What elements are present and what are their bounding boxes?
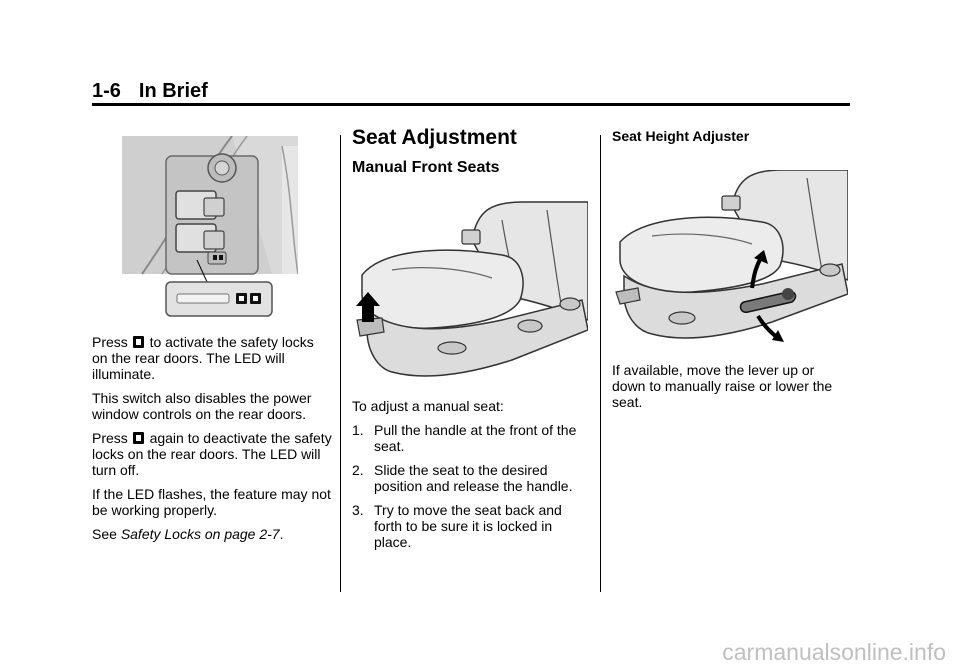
cross-reference-link[interactable]: Safety Locks on page 2-7 — [120, 526, 280, 542]
chapter-title: In Brief — [138, 80, 208, 102]
header-rule — [92, 103, 850, 106]
right-column-text: If available, move the lever up or down to manually raise or lower the seat. — [612, 362, 833, 410]
seat-height-illustration — [612, 170, 848, 348]
column-divider-left — [340, 135, 341, 592]
paragraph-window-controls: This switch also disables the power window controls on the rear doors. — [92, 390, 312, 422]
subsection-heading: Manual Front Seats — [352, 159, 500, 176]
watermark: carmanualsonline.info — [722, 639, 946, 665]
list-item: 2. Slide the seat to the desired position and release the handle. — [352, 462, 573, 494]
list-item: 3. Try to move the seat back and forth to be sure it is locked in place. — [352, 502, 562, 550]
paragraph-led-flash: If the LED flashes, the feature may not be working properly. — [92, 486, 331, 518]
middle-column-text — [352, 398, 592, 558]
section-heading: Seat Adjustment — [352, 126, 517, 149]
height-adjuster-heading: Seat Height Adjuster — [612, 128, 750, 144]
door-switch-illustration — [122, 136, 298, 318]
left-column-text — [92, 334, 332, 550]
page-header — [92, 80, 208, 103]
paragraph-deactivate: Press again to deactivate the safety locks on the rear doors. The LED will turn off. — [92, 430, 332, 478]
seat-intro: To adjust a manual seat: — [352, 398, 504, 414]
seat-steps-list — [352, 422, 592, 550]
section-number: 1-6 — [92, 80, 121, 102]
column-divider-right — [600, 135, 601, 592]
paragraph-activate: Press to activate the safety locks on the rear doors. The LED will illuminate. — [92, 334, 314, 382]
list-item: 1. Pull the handle at the front of the seat. — [352, 422, 577, 454]
paragraph-see-also: See Safety Locks on page 2-7. — [92, 526, 284, 542]
child-lock-icon — [133, 336, 144, 348]
manual-seat-illustration — [352, 200, 588, 384]
child-lock-icon — [133, 432, 144, 444]
